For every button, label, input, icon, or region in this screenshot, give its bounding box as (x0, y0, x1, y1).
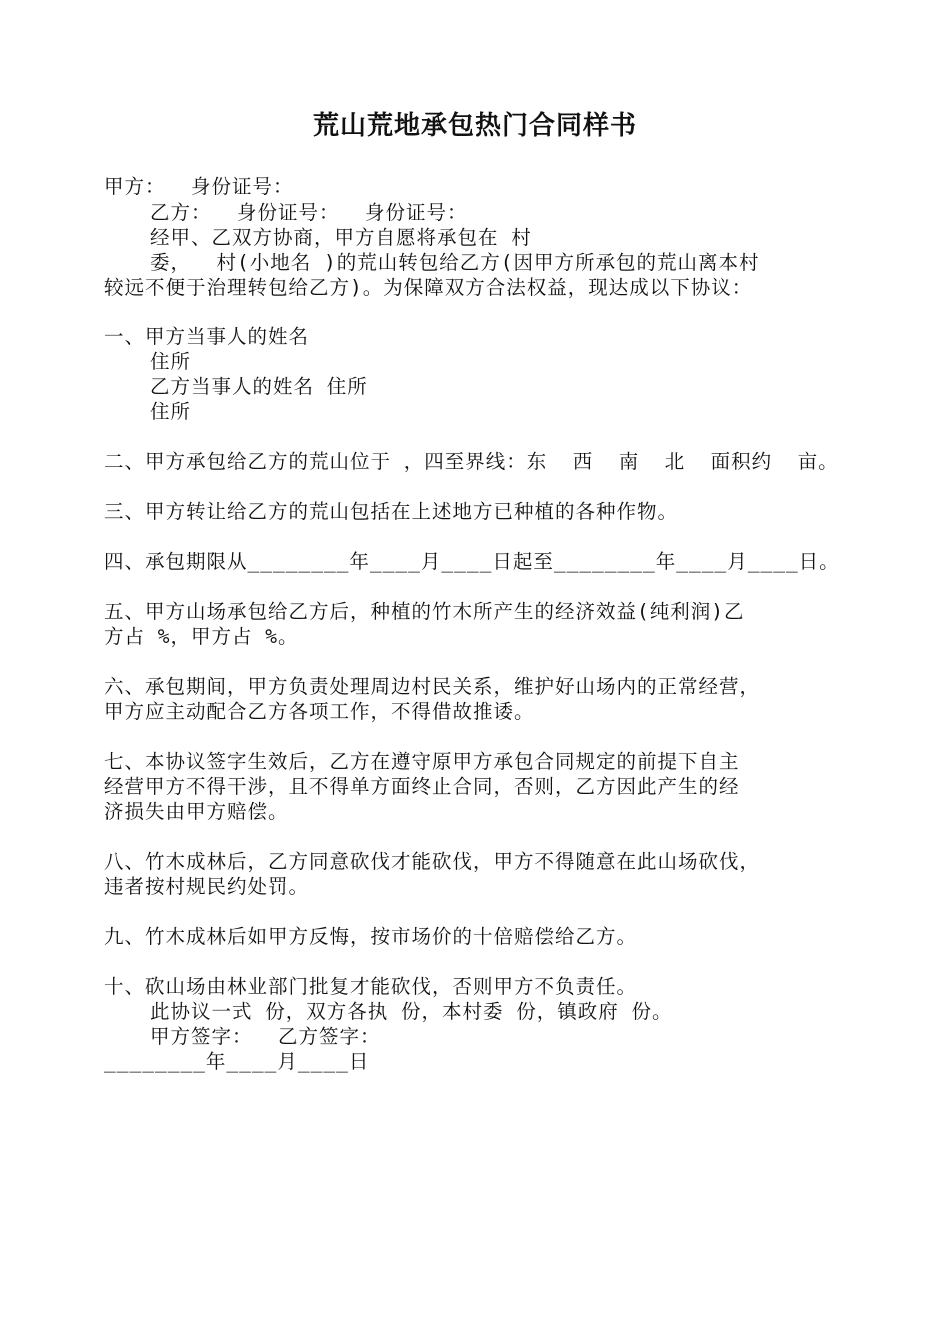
clause-4: 四、承包期限从________年____月____日起至________年____月____日。 (104, 550, 840, 573)
clause-6-line-1: 六、承包期间，甲方负责处理周边村民关系，维护好山场内的正常经营， (104, 675, 761, 698)
preamble-line-2: 委， 村(小地名 )的荒山转包给乙方(因甲方所承包的荒山离本村 (150, 251, 760, 274)
clause-7-line-1: 七、本协议签字生效后，乙方在遵守原甲方承包合同规定的前提下自主 (104, 750, 740, 773)
document-title: 荒山荒地承包热门合同样书 (312, 111, 637, 141)
date-line: ________年____月____日 (104, 1050, 370, 1073)
preamble-line-1: 经甲、乙双方协商，甲方自愿将承包在 村 (150, 226, 532, 249)
party-a-line: 甲方： 身份证号： (104, 175, 294, 198)
clause-10: 十、砍山场由林业部门批复才能砍伐，否则甲方不负责任。 (104, 975, 638, 998)
clause-6-line-2: 甲方应主动配合乙方各项工作，不得借故推诿。 (104, 700, 535, 723)
clause-1-address-b: 住所 (150, 400, 192, 423)
clause-7-line-2: 经营甲方不得干涉，且不得单方面终止合同，否则，乙方因此产生的经 (104, 775, 740, 798)
clause-2: 二、甲方承包给乙方的荒山位于 ，四至界线：东 西 南 北 面积约 亩。 (104, 450, 839, 473)
signature-line: 甲方签字： 乙方签字： (150, 1025, 381, 1048)
clause-5-line-2: 方占 %，甲方占 %。 (104, 625, 299, 648)
clause-1-address-a: 住所 (150, 350, 192, 373)
clause-9: 九、竹木成林后如甲方反悔，按市场价的十倍赔偿给乙方。 (104, 925, 638, 948)
preamble-line-3: 较远不便于治理转包给乙方)。为保障双方合法权益，现达成以下协议： (104, 276, 753, 299)
copies-line: 此协议一式 份，双方各执 份，本村委 份，镇政府 份。 (150, 1000, 673, 1023)
clause-8-line-2: 违者按村规民约处罚。 (104, 875, 310, 898)
clause-3: 三、甲方转让给乙方的荒山包括在上述地方已种植的各种作物。 (104, 500, 679, 523)
clause-1-heading: 一、甲方当事人的姓名 (104, 325, 310, 348)
clause-8-line-1: 八、竹木成林后，乙方同意砍伐才能砍伐，甲方不得随意在此山场砍伐， (104, 850, 761, 873)
clause-7-line-3: 济损失由甲方赔偿。 (104, 800, 289, 823)
clause-1-party-b: 乙方当事人的姓名 住所 (150, 375, 368, 398)
clause-5-line-1: 五、甲方山场承包给乙方后，种植的竹木所产生的经济效益(纯利润)乙 (104, 600, 745, 623)
party-b-line: 乙方： 身份证号： 身份证号： (150, 201, 468, 224)
